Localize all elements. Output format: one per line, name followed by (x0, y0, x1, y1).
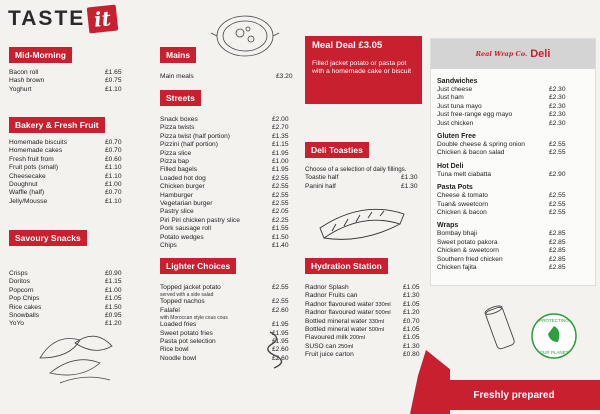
item-price: £0.75 (105, 77, 122, 85)
deli-item (437, 149, 589, 157)
item-name: Fresh fruit from (9, 155, 54, 163)
item-price: £1.00 (105, 286, 122, 294)
toasties-list (305, 174, 423, 191)
item-unit: 200ml (349, 335, 365, 342)
item-price: £2.55 (272, 284, 289, 291)
item-price: £1.30 (403, 292, 420, 300)
item-price: £2.85 (549, 230, 566, 238)
item-price: £1.30 (401, 174, 418, 182)
item-name: Topped nachos (160, 298, 205, 306)
item-price: £2.30 (549, 119, 566, 127)
item-name: Just chicken (437, 119, 474, 127)
item-name: Doughnut (9, 181, 38, 189)
item-name: Yoghurt (9, 85, 32, 93)
item-price: £2.70 (272, 124, 289, 132)
item-name: Fruit pots (small) (9, 164, 59, 172)
item-price: £1.95 (272, 166, 289, 174)
item-name: Radnor Splash (305, 284, 349, 291)
item-name: Loaded hot dog (160, 174, 206, 182)
item-name: Falafel (160, 306, 180, 314)
mains-section (160, 45, 296, 81)
item-price: £2.30 (549, 111, 566, 119)
item-price: £1.35 (272, 132, 289, 140)
item-price: £2.05 (272, 208, 289, 216)
item-price: £1.50 (272, 233, 289, 241)
menu-item (9, 69, 127, 77)
hydration-list (305, 284, 427, 360)
item-name: Bombay bhaji (437, 230, 477, 238)
menu-item (9, 164, 127, 172)
item-name: Pasta pot selection (160, 338, 216, 346)
drink-item (305, 343, 427, 351)
item-name: Waffle (half) (9, 189, 45, 197)
item-price: £1.95 (272, 329, 289, 337)
item-price: £1.30 (403, 342, 420, 350)
menu-item (160, 298, 296, 306)
item-name: Cheese & tomato (437, 192, 488, 200)
meal-deal-desc: Filled jacket potato or pasta pot with a homemade cake or biscuit (312, 60, 411, 76)
streets-section (160, 88, 296, 251)
menu-item (160, 242, 296, 250)
menu-item (160, 124, 296, 132)
lighter-heading: Lighter Choices (160, 258, 236, 274)
menu-item (305, 174, 423, 182)
item-name: Popcorn (9, 286, 34, 294)
item-name: Just free-range egg mayo (437, 111, 513, 119)
menu-item (9, 304, 127, 312)
item-price: £1.00 (105, 181, 122, 189)
item-name: Pizza slice (160, 149, 192, 157)
deli-title: Deli (530, 48, 551, 60)
item-price: £1.15 (105, 278, 122, 286)
item-name: Jelly/Mousse (9, 197, 48, 205)
hydration-section (305, 256, 427, 360)
item-price: £1.55 (272, 225, 289, 233)
item-name: Doritos (9, 278, 30, 286)
item-name: Hamburger (160, 191, 193, 199)
deli-item (437, 239, 589, 247)
item-price: £1.10 (105, 172, 122, 180)
toasties-heading: Deli Toasties (305, 142, 369, 158)
item-unit: 500ml (368, 327, 385, 334)
item-name: Rice cakes (9, 303, 42, 311)
item-unit: 250ml (337, 343, 354, 350)
item-price: £2.55 (272, 200, 289, 208)
toasties-desc: Choose of a selection of daily fillings. (305, 166, 407, 173)
item-price: £2.85 (549, 238, 566, 246)
protecting-planet-badge (530, 312, 578, 360)
item-price: £0.70 (105, 139, 122, 146)
bakery-section (9, 115, 127, 206)
item-name: Flavoured milk 200ml (305, 334, 365, 342)
item-price: £0.90 (105, 270, 122, 277)
deli-item (437, 120, 589, 128)
item-price: £2.55 (272, 191, 289, 199)
item-price: £2.85 (549, 247, 566, 255)
menu-item (160, 158, 296, 166)
menu-item (160, 208, 296, 216)
item-price: £1.95 (272, 338, 289, 346)
item-price: £1.15 (272, 141, 289, 149)
item-name: Double cheese & spring onion (437, 141, 525, 149)
item-price: £1.30 (401, 182, 418, 190)
item-unit: 330ml (368, 318, 385, 325)
drink-item (305, 318, 427, 326)
drink-item (305, 301, 427, 309)
deli-item (437, 209, 589, 217)
item-name: Noodle bowl (160, 354, 197, 362)
item-name: Bottled mineral water 330ml (305, 317, 385, 325)
item-name: Toastie half (305, 174, 339, 182)
mid-morning-list (9, 69, 127, 94)
item-name: Potato wedges (160, 233, 204, 241)
item-name: Pizzini (half portion) (160, 141, 218, 149)
item-note: with Moroccan style cous cous (160, 315, 228, 322)
menu-item (160, 284, 296, 292)
menu-item (160, 166, 296, 174)
item-price: £2.55 (549, 149, 566, 157)
item-price: £1.10 (105, 164, 122, 172)
item-price: £1.00 (272, 158, 289, 166)
item-price: £2.30 (549, 102, 566, 110)
item-name: Panini half (305, 182, 336, 190)
drink-can-illustration (482, 300, 518, 356)
menu-item (9, 173, 127, 181)
item-price: £1.10 (105, 85, 122, 93)
item-price: £2.55 (549, 209, 566, 217)
menu-item (9, 156, 127, 164)
item-price: £1.40 (272, 242, 289, 250)
deli-brand: Real Wrap Co. (475, 50, 528, 58)
menu-item (160, 150, 296, 158)
menu-item (9, 86, 127, 94)
item-price: £1.05 (403, 284, 420, 291)
item-name: Rice bowl (160, 346, 189, 354)
item-price: £1.95 (272, 321, 289, 329)
deli-group-heading: Hot Deli (437, 162, 464, 170)
item-unit: 500ml (375, 310, 391, 317)
streets-list (160, 116, 296, 251)
item-name: Cheesecake (9, 172, 46, 180)
item-price: £1.05 (403, 334, 420, 342)
mains-heading: Mains (160, 47, 196, 63)
deli-item (437, 141, 589, 149)
item-name: Crisps (9, 270, 28, 277)
item-name: Sweet potato pakora (437, 238, 498, 246)
deli-group-heading: Sandwiches (437, 78, 478, 85)
item-price: £2.25 (272, 216, 289, 224)
deli-item (437, 256, 589, 264)
item-name: Southern fried chicken (437, 255, 503, 263)
item-name: Chicken & bacon (437, 209, 487, 217)
item-price: £1.50 (105, 303, 122, 311)
item-price: £2.85 (549, 264, 566, 272)
menu-item (160, 192, 296, 200)
item-name: Pizza twist (half portion) (160, 132, 230, 140)
pasta-illustration (262, 328, 292, 374)
drink-item (305, 334, 427, 342)
menu-item (9, 77, 127, 85)
item-name: Pizza bap (160, 158, 189, 166)
toastie-illustration (312, 198, 412, 244)
item-name: Chicken & bacon salad (437, 149, 505, 157)
item-name: Pop Chips (9, 295, 40, 303)
deli-item (437, 264, 589, 272)
menu-item (160, 234, 296, 242)
item-price: £0.70 (403, 317, 420, 325)
item-price: £2.55 (272, 174, 289, 182)
item-name: Sweet potato fries (160, 329, 213, 337)
item-name: Loaded fries (160, 321, 197, 329)
item-name: SUSO can 250ml (305, 342, 354, 350)
deli-item (437, 192, 589, 200)
item-price: £2.30 (549, 86, 566, 93)
menu-item (9, 147, 127, 155)
menu-item (160, 307, 296, 315)
item-name: Topped jacket potato (160, 284, 221, 291)
deli-item (437, 94, 589, 102)
menu-item (9, 278, 127, 286)
item-price: £0.60 (105, 155, 122, 163)
item-name: Vegetarian burger (160, 200, 213, 208)
item-name: Radnor Fruits can (305, 292, 358, 300)
item-name: Homemade biscuits (9, 139, 67, 146)
menu-item (160, 225, 296, 233)
menu-item (160, 175, 296, 183)
item-name: YoYo (9, 320, 24, 328)
logo (8, 6, 117, 32)
item-price: £2.55 (549, 200, 566, 208)
potato-wedges-illustration (30, 318, 120, 388)
deli-item (437, 201, 589, 209)
item-name: Just tuna mayo (437, 102, 482, 110)
mains-list (160, 73, 296, 81)
menu-item (160, 133, 296, 141)
item-price: £2.55 (272, 183, 289, 191)
item-price: £2.90 (549, 170, 566, 178)
item-name: Pastry slice (160, 208, 194, 216)
deli-item (437, 111, 589, 119)
item-name: Chips (160, 242, 177, 250)
menu-item (160, 116, 296, 124)
menu-item (160, 141, 296, 149)
item-name: Homemade cakes (9, 147, 63, 155)
mid-morning-section (9, 45, 127, 94)
item-price: £2.55 (549, 192, 566, 200)
drink-item (305, 351, 427, 359)
toasties-section (305, 140, 423, 191)
item-unit: 330ml (375, 301, 391, 308)
drink-item (305, 284, 427, 292)
item-name: Just ham (437, 94, 464, 102)
item-price: £2.55 (549, 141, 566, 149)
deli-item (437, 247, 589, 255)
bakery-heading: Bakery & Fresh Fruit (9, 117, 105, 133)
item-price: £1.95 (272, 149, 289, 157)
logo-word: TASTE (8, 7, 86, 30)
deli-header (431, 39, 595, 69)
savoury-section (9, 228, 127, 329)
bakery-list (9, 139, 127, 206)
menu-item (9, 189, 127, 197)
item-name: Just cheese (437, 86, 473, 93)
item-name: Radnor flavoured water 500ml (305, 309, 391, 317)
item-price: £1.65 (105, 69, 122, 76)
deli-panel (430, 38, 596, 286)
item-name: Snack boxes (160, 116, 198, 123)
deli-group-heading: Pasta Pots (437, 184, 473, 192)
item-price: £0.70 (105, 189, 122, 197)
deli-item (437, 171, 589, 179)
item-name: Pizza twists (160, 124, 195, 132)
deli-group-heading: Wraps (437, 222, 459, 230)
menu-item (9, 287, 127, 295)
deli-item (437, 86, 589, 94)
item-name: Filled bagels (160, 166, 198, 174)
deli-item (437, 103, 589, 111)
menu-item (9, 139, 127, 147)
item-note: served with a side salad (160, 292, 214, 299)
item-price: £0.95 (105, 312, 122, 320)
menu-item (160, 73, 296, 81)
item-name: Main meals (160, 73, 194, 80)
item-name: Hash brown (9, 77, 45, 85)
menu-item (9, 270, 127, 278)
deli-body (431, 69, 595, 277)
logo-badge: it (87, 5, 118, 34)
item-name: Tuna melt ciabatta (437, 170, 491, 178)
item-name: Tuan& sweetcorn (437, 200, 489, 208)
item-name: Bottled mineral water 500ml (305, 326, 385, 334)
hydration-heading: Hydration Station (305, 258, 388, 274)
menu-item (9, 295, 127, 303)
item-price: £1.20 (105, 320, 122, 328)
item-name: Chicken & sweetcorn (437, 247, 499, 255)
item-price: £2.85 (549, 255, 566, 263)
menu-item (9, 181, 127, 189)
streets-heading: Streets (160, 90, 201, 106)
item-price: £2.00 (272, 116, 289, 123)
menu-item (160, 217, 296, 225)
menu-item (160, 183, 296, 191)
item-name: Pork sausage roll (160, 225, 211, 233)
item-price: £0.80 (403, 351, 420, 359)
item-price: £2.60 (272, 306, 289, 314)
item-price: £1.05 (403, 300, 420, 308)
item-price: £2.60 (272, 346, 289, 354)
drink-item (305, 309, 427, 317)
meal-deal-box (305, 36, 422, 104)
item-price: £1.10 (105, 197, 122, 205)
item-price: £3.20 (276, 73, 293, 80)
drink-item (305, 292, 427, 300)
item-name: Fruit juice carton (305, 351, 354, 359)
mid-morning-heading: Mid-Morning (9, 47, 72, 63)
item-price: £2.30 (549, 94, 566, 102)
item-name: Bacon roll (9, 69, 39, 76)
item-name: Radnor flavoured water 330ml (305, 300, 391, 308)
menu-item (160, 200, 296, 208)
item-name: Chicken burger (160, 183, 205, 191)
menu-item (9, 198, 127, 206)
savoury-heading: Savoury Snacks (9, 230, 87, 246)
item-price: £0.70 (105, 147, 122, 155)
deli-item (437, 230, 589, 238)
item-name: Piri Piri chicken pastry slice (160, 216, 240, 224)
item-price: £1.20 (403, 309, 420, 317)
freshly-prepared-banner: Freshly prepared (428, 380, 600, 410)
badge-bottom-text: OUR PLANET (539, 350, 569, 355)
item-price: £2.55 (272, 298, 289, 306)
item-price: £2.60 (272, 354, 289, 362)
meal-deal-title: Meal Deal £3.05 (312, 40, 383, 51)
deli-group-heading: Gluten Free (437, 133, 476, 141)
item-name: Snowballs (9, 312, 40, 320)
menu-item (305, 183, 423, 191)
item-price: £1.05 (403, 326, 420, 334)
drink-item (305, 326, 427, 334)
item-name: Chicken fajita (437, 264, 477, 272)
badge-top-text: PROTECTING (539, 318, 569, 323)
item-price: £1.05 (105, 295, 122, 303)
